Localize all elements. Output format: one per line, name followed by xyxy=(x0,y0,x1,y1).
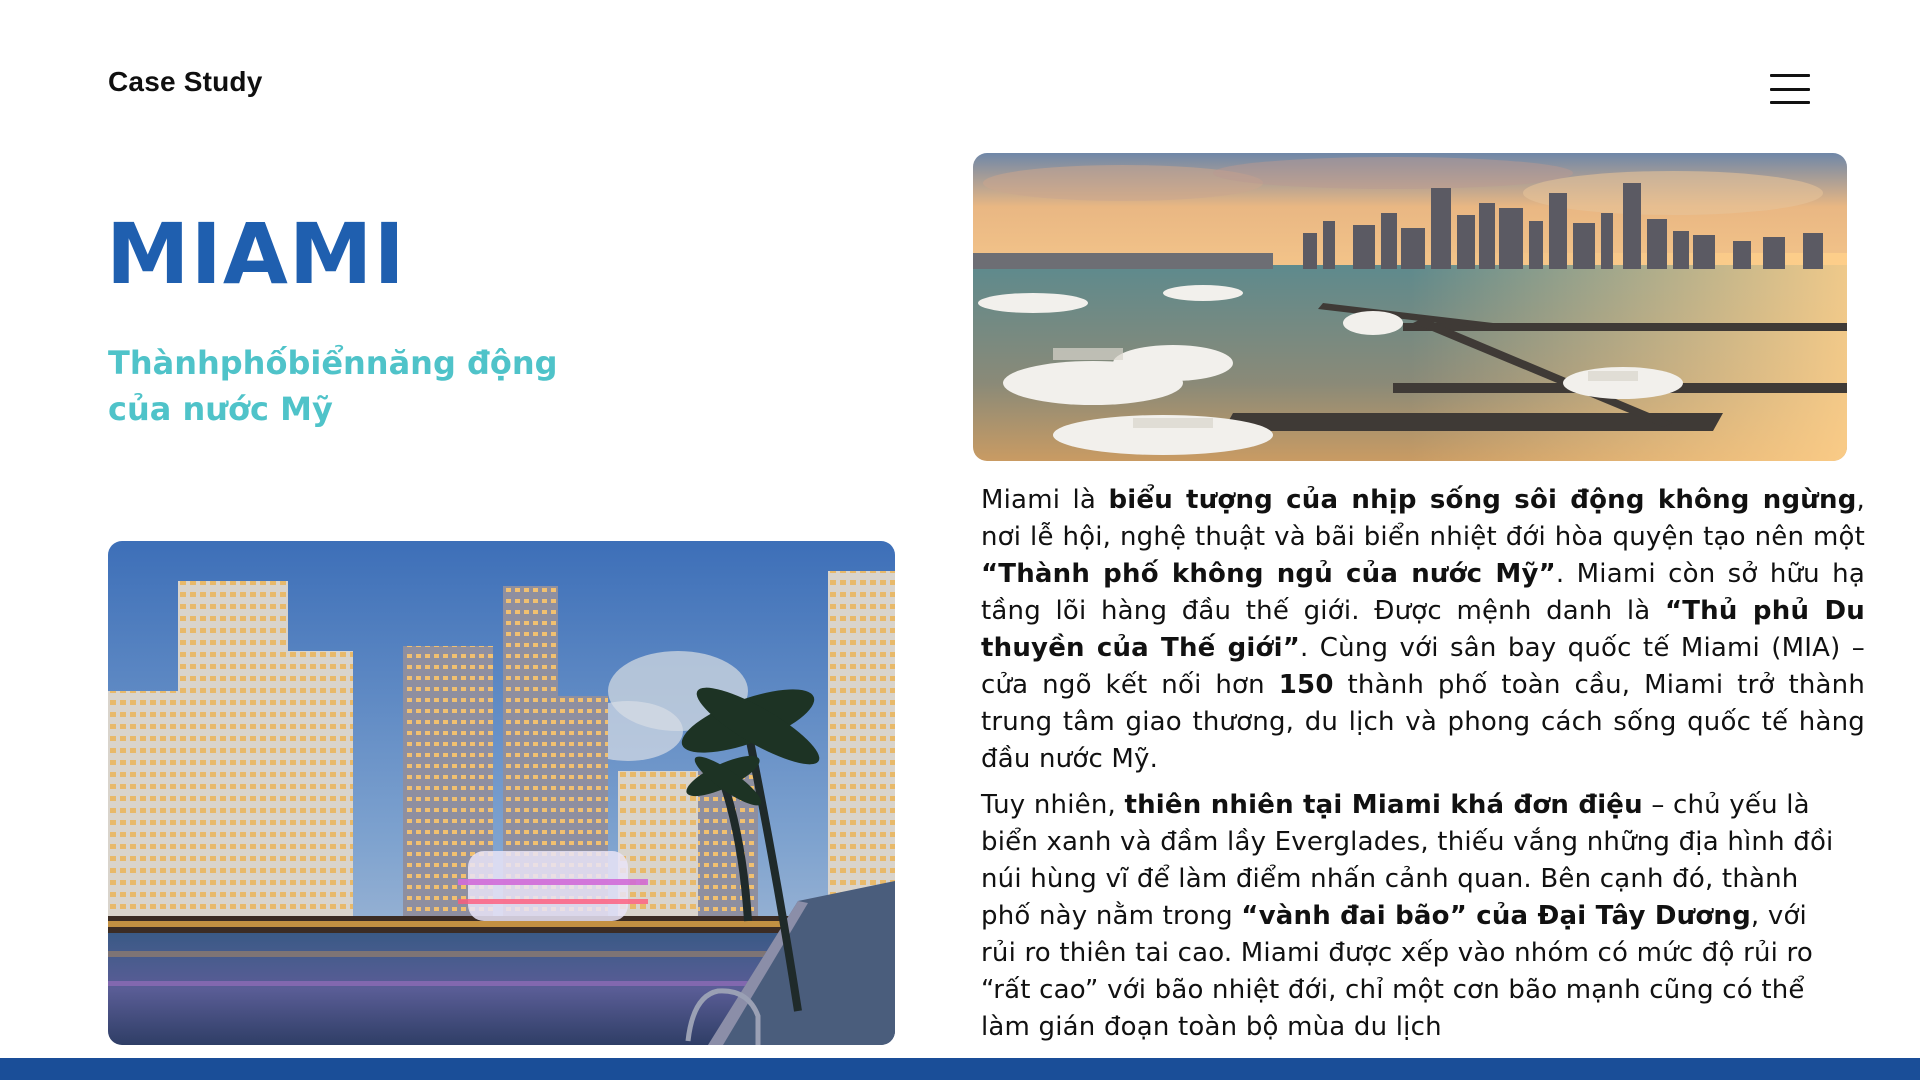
subtitle-line-1: Thànhphốbiểnnăng động xyxy=(108,344,558,382)
para1-text-4: . Cùng với sân bay quốc tế Miami (MIA) – cửa ngõ kết nối hơn xyxy=(981,633,1865,700)
page-title: MIAMI xyxy=(106,205,406,303)
para2-text-2: – chủ yếu là biển xanh và đầm lầy Everglades, thiếu vắng những địa hình đồi núi hùng vĩ để làm điểm nhấn cảnh quan. Bên cạnh đó, thành phố này nằm trong xyxy=(981,790,1834,931)
footer-accent-bar xyxy=(0,1058,1920,1080)
river-towers-photo xyxy=(108,541,895,1045)
para1-bold-4: 150 xyxy=(1278,670,1334,700)
menu-line xyxy=(1770,101,1810,104)
para1-bold-1: biểu tượng của nhịp sống sôi động không ngừng xyxy=(1108,485,1857,515)
marina-skyline-photo xyxy=(973,153,1847,461)
para1-bold-2: “Thành phố không ngủ của nước Mỹ” xyxy=(981,559,1556,589)
para2-bold-2: “vành đai bão” của Đại Tây Dương xyxy=(1241,901,1751,931)
hamburger-menu-icon[interactable] xyxy=(1770,74,1810,104)
para1-text-5: thành phố toàn cầu, Miami trở thành trung tâm giao thương, du lịch và phong cách sống quốc tế hàng đầu nước Mỹ. xyxy=(981,670,1866,774)
page-subtitle xyxy=(108,340,668,432)
para1-text-3: . Miami còn sở hữu hạ tầng lõi hàng đầu thế giới. Được mệnh danh là xyxy=(981,559,1865,626)
para1-bold-3: “Thủ phủ Du thuyền của Thế giới” xyxy=(981,596,1865,663)
para1-text-2: , nơi lễ hội, nghệ thuật và bãi biển nhiệt đới hòa quyện tạo nên một xyxy=(981,485,1865,552)
para2-bold-1: thiên nhiên tại Miami khá đơn điệu xyxy=(1124,790,1643,820)
menu-line xyxy=(1770,74,1810,77)
subtitle-line-2: của nước Mỹ xyxy=(108,390,333,428)
para1-text-1: Miami là xyxy=(981,485,1109,515)
brand-label: Case Study xyxy=(108,66,263,97)
menu-line xyxy=(1770,88,1810,91)
para2-text-1: Tuy nhiên, xyxy=(981,790,1125,820)
paragraph-miami-drawbacks xyxy=(981,787,1847,1046)
para2-text-3: , với rủi ro thiên tai cao. Miami được xếp vào nhóm có mức độ rủi ro “rất cao” với bão nhiệt đới, chỉ một cơn bão mạnh cũng có thể làm gián đoạn toàn bộ mùa du lịch xyxy=(981,901,1813,1042)
paragraph-miami-highlights xyxy=(981,482,1865,778)
